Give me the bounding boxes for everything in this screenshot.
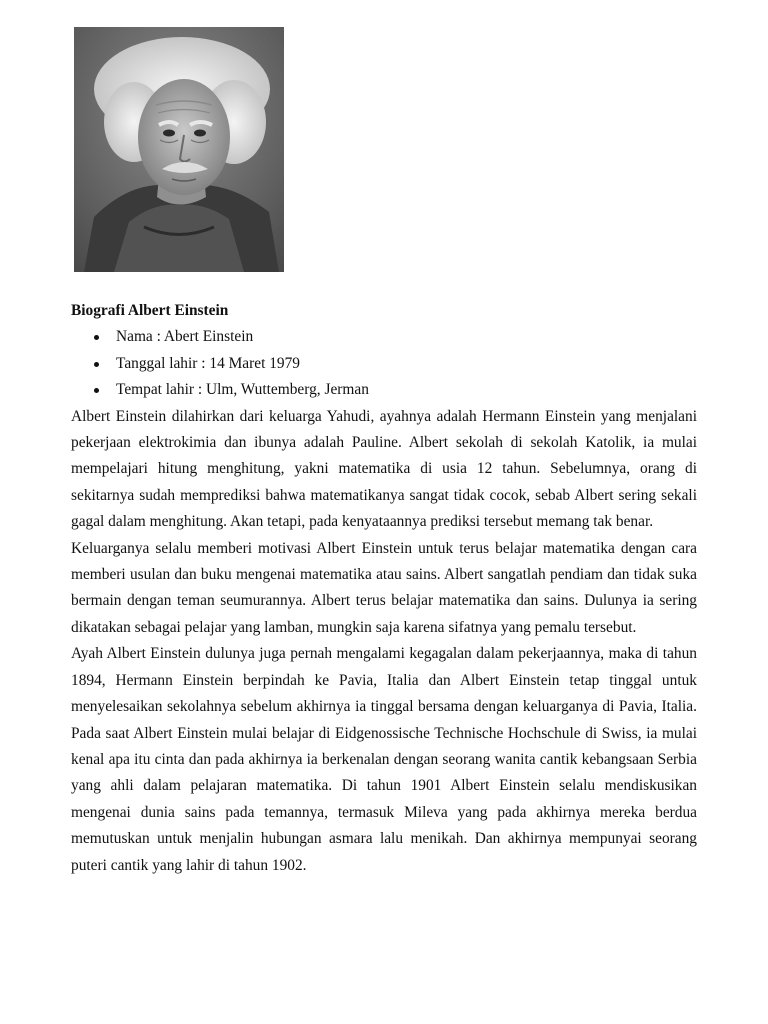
- portrait-illustration: [74, 27, 284, 272]
- paragraph-1: Albert Einstein dilahirkan dari keluarga Yahudi, ayahnya adalah Hermann Einstein yang menjalani pekerjaan elektrokimia dan ibunya adalah Pauline. Albert sekolah di sekolah Katolik, ia mulai mempelajari hitung menghitung, yakni matematika di usia 12 tahun. Sebelumnya, orang di sekitarnya sudah memprediksi bahwa matematikanya sangat tidak cocok, sebab Albert sering sekali gagal dalam menghitung. Akan tetapi, pada kenyataannya prediksi tersebut memang tak benar.: [71, 407, 697, 531]
- fact-item-birthdate: Tanggal lahir : 14 Maret 1979: [71, 351, 697, 377]
- biography-content: [71, 298, 697, 879]
- document-title: Biografi Albert Einstein: [71, 302, 229, 319]
- fact-list: [71, 324, 697, 403]
- paragraph-3: Ayah Albert Einstein dulunya juga pernah mengalami kegagalan dalam pekerjaannya, maka di tahun 1894, Hermann Einstein berpindah ke Pavia, Italia dan Albert Einstein tetap tinggal untuk menyelesaikan sekolahnya sebelum akhirnya ia tinggal bersama dengan keluarganya di Pavia, Italia. Pada saat Albert Einstein mulai belajar di Eidgenossische Technische Hochschule di Swiss, ia mulai kenal apa itu cinta dan pada akhirnya ia berkenalan dengan seorang wanita cantik kebangsaan Serbia yang ahli dalam pelajaran matematika. Di tahun 1901 Albert Einstein selalu mendiskusikan mengenai dunia sains pada temannya, termasuk Mileva yang pada akhirnya mereka berdua memutuskan untuk menjalin hubungan asmara lalu menikah. Dan akhirnya mempunyai seorang puteri cantik yang lahir di tahun 1902.: [71, 645, 697, 874]
- fact-item-birthplace: Tempat lahir : Ulm, Wuttemberg, Jerman: [71, 377, 697, 403]
- paragraph-2: Keluarganya selalu memberi motivasi Albert Einstein untuk terus belajar matematika dengan cara memberi usulan dan buku mengenai matematika atau sains. Albert sangatlah pendiam dan tidak suka bermain dengan teman seumurannya. Albert terus belajar matematika dan sains. Dulunya ia sering dikatakan sebagai pelajar yang lamban, mungkin saja karena sifatnya yang pemalu tersebut.: [71, 539, 697, 636]
- fact-item-name: Nama : Abert Einstein: [71, 324, 697, 350]
- einstein-portrait-image: [74, 27, 284, 272]
